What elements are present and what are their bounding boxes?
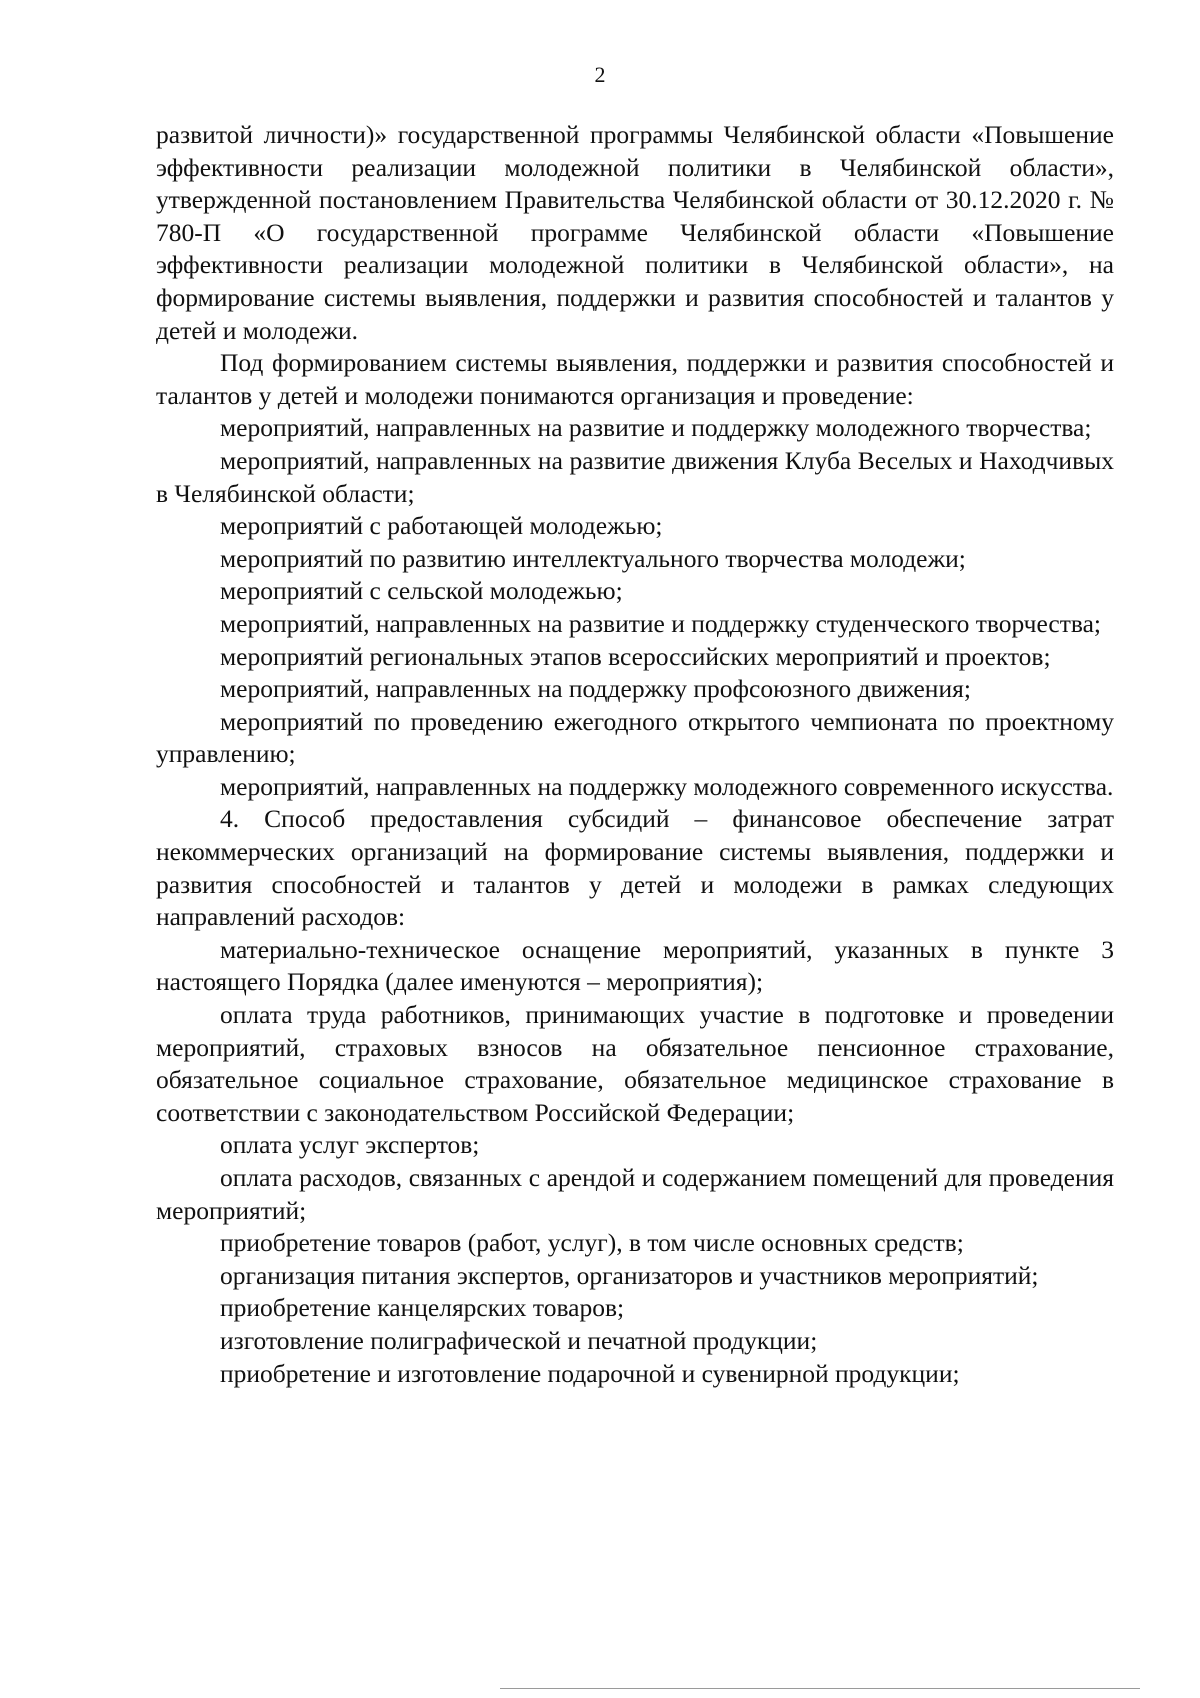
bottom-scan-line	[500, 1688, 1140, 1689]
list-item-regional-stages: мероприятий региональных этапов всероссийских мероприятий и проектов;	[220, 641, 1051, 671]
expense-item-goods: приобретение товаров (работ, услуг), в том числе основных средств;	[220, 1228, 964, 1258]
list-item-kvn-movement: мероприятий, направленных на развитие движения Клуба Веселых и Находчивых в Челябинской области;	[156, 445, 1114, 508]
list-item-trade-union: мероприятий, направленных на поддержку профсоюзного движения;	[220, 674, 971, 704]
document-body	[156, 119, 1114, 1390]
paragraph-continuation: развитой личности)» государственной программы Челябинской области «Повышение эффективности реализации молодежной политики в Челябинской области», утвержденной постановлением Правительства Челябинской области от 30.12.2020 г. № 780-П «О государственной программе Челябинской области «Повышение эффективности реализации молодежной политики в Челябинской области», на формирование системы выявления, поддержки и развития способностей и талантов у детей и молодежи.	[156, 120, 1114, 345]
expense-item-experts: оплата услуг экспертов;	[220, 1130, 480, 1160]
list-item-working-youth: мероприятий с работающей молодежью;	[220, 511, 663, 541]
expense-item-souvenirs: приобретение и изготовление подарочной и сувенирной продукции;	[220, 1358, 960, 1388]
list-item-youth-creativity: мероприятий, направленных на развитие и поддержку молодежного творчества;	[220, 413, 1092, 443]
expense-item-equipment: материально-техническое оснащение мероприятий, указанных в пункте 3 настоящего Порядка (далее именуются – мероприятия);	[156, 934, 1114, 997]
list-item-project-management-championship: мероприятий по проведению ежегодного открытого чемпионата по проектному управлению;	[156, 706, 1114, 769]
expense-item-stationery: приобретение канцелярских товаров;	[220, 1293, 625, 1323]
list-item-student-creativity: мероприятий, направленных на развитие и поддержку студенческого творчества;	[220, 608, 1101, 638]
expense-item-catering: организация питания экспертов, организаторов и участников мероприятий;	[220, 1260, 1039, 1290]
expense-item-labor: оплата труда работников, принимающих участие в подготовке и проведении мероприятий, страховых взносов на обязательное пенсионное страхование, обязательное социальное страхование, обязательное медицинское страхование в соответствии с законодательством Российской Федерации;	[156, 1000, 1114, 1127]
expense-item-printing: изготовление полиграфической и печатной продукции;	[220, 1325, 818, 1355]
paragraph-definition: Под формированием системы выявления, поддержки и развития способностей и талантов у детей и молодежи понимаются организация и проведение:	[156, 348, 1114, 410]
page-number: 2	[594, 62, 606, 87]
list-item-intellectual-creativity: мероприятий по развитию интеллектуального творчества молодежи;	[220, 543, 966, 573]
list-item-contemporary-art: мероприятий, направленных на поддержку молодежного современного искусства.	[220, 771, 1114, 801]
expense-item-rent: оплата расходов, связанных с арендой и содержанием помещений для проведения мероприятий;	[156, 1163, 1114, 1225]
paragraph-section-4: 4. Способ предоставления субсидий – финансовое обеспечение затрат некоммерческих организаций на формирование системы выявления, поддержки и развития способностей и талантов у детей и молодежи в рамках следующих направлений расходов:	[156, 804, 1114, 932]
list-item-rural-youth: мероприятий с сельской молодежью;	[220, 576, 623, 606]
